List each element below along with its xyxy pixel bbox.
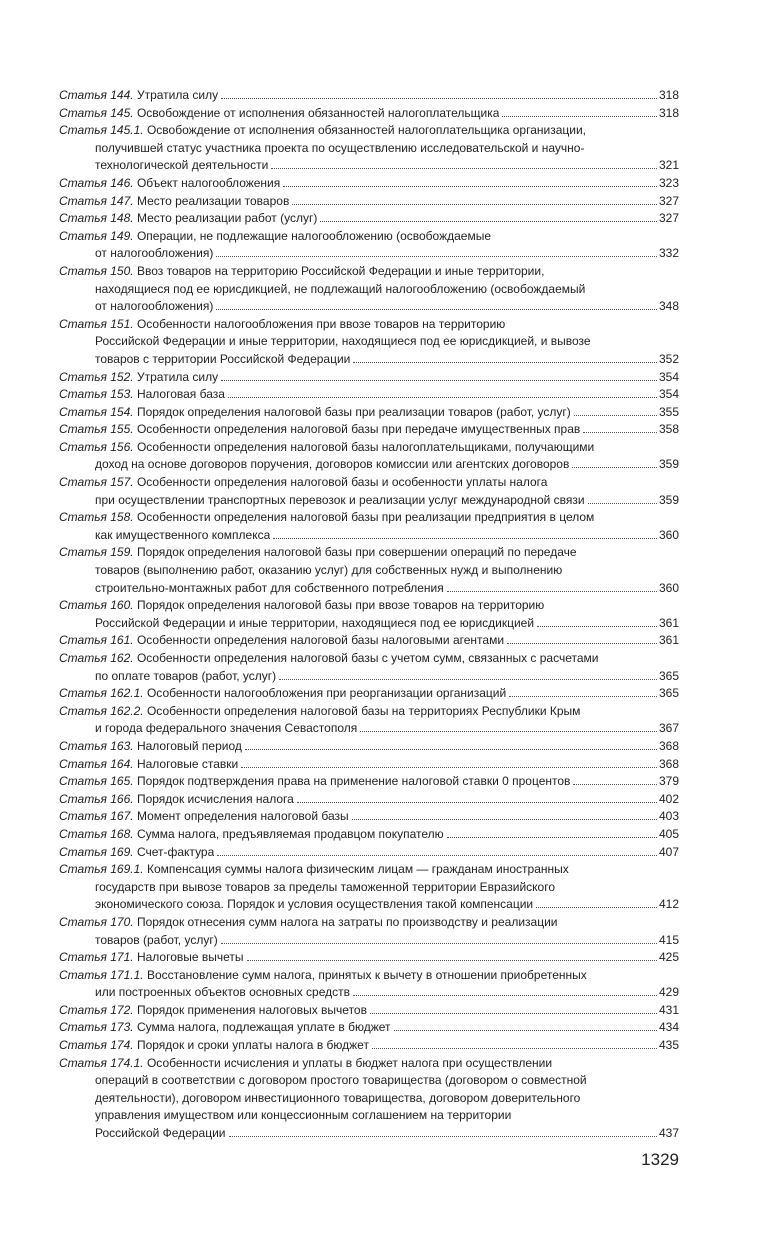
article-title: экономического союза. Порядок и условия осуществления такой компенсации [95,897,534,912]
toc-page-number: 355 [658,404,679,419]
dot-leader [221,380,657,381]
toc-page-number: 323 [658,175,679,190]
toc-entry-line [59,281,679,299]
toc-entry[interactable] [59,808,679,826]
toc-page-number: 327 [658,211,679,226]
article-label: Статья 171. [59,950,134,965]
toc-entry-line [59,193,679,211]
article-title: Особенности определения налоговой базы налоговыми агентами [136,633,505,648]
article-title: товаров с территории Российской Федерации [95,351,351,366]
article-title: Порядок исчисления налога [136,791,294,806]
dot-leader [360,731,657,732]
article-label: Статья 162. [59,651,134,665]
article-title: Операции, не подлежащие налогообложению (освобождаемые [136,228,491,243]
article-title: по оплате товаров (работ, услуг) [95,668,277,683]
dot-leader [216,256,657,257]
dot-leader [507,643,657,644]
article-title: Освобождение от исполнения обязанностей налогоплательщика организации, [146,123,586,138]
toc-entry-line [59,562,679,580]
toc-entry[interactable] [59,122,679,175]
toc-entry-line [59,1107,679,1125]
article-label: Статья 153. [59,387,134,402]
article-title: Восстановление сумм налога, принятых к вычету в отношении приобретенных [146,967,587,982]
dot-leader [292,204,657,205]
toc-entry-line [59,791,679,809]
toc-entry-line [59,1072,679,1090]
article-title: Счет-фактура [136,844,215,859]
toc-entry-line [59,949,679,967]
toc-page-number: 379 [658,774,679,789]
toc-entry-line [59,932,679,950]
article-title: товаров (работ, услуг) [95,932,218,947]
article-label: Статья 174. [59,1038,134,1053]
toc-entry-line [59,597,679,615]
article-label: Статья 160. [59,598,134,613]
toc-entry-line [59,703,679,721]
toc-page-number: 415 [658,932,679,947]
article-title: Особенности определения налоговой базы при реализации предприятия в целом [136,510,595,525]
toc-entry[interactable] [59,738,679,756]
dot-leader [241,767,657,768]
toc-page-number: 429 [658,985,679,1000]
toc-entry[interactable] [59,1019,679,1037]
toc-entry[interactable] [59,105,679,123]
toc-entry-line [59,615,679,633]
toc-entry-line [59,632,679,650]
article-title: от налогообложения) [95,246,214,261]
toc-entry-line [59,369,679,387]
article-title: Особенности определения налоговой базы и особенности уплаты налога [136,475,548,490]
toc-entry-line [59,544,679,562]
toc-page-number: 354 [658,369,679,384]
article-label: Статья 148. [59,211,134,226]
toc-entry-line [59,298,679,316]
toc-page-number: 352 [658,351,679,366]
dot-leader [217,855,657,856]
article-title: Место реализации работ (услуг) [136,211,318,226]
article-label: Статья 162.2. [59,703,144,718]
toc-entry-line [59,967,679,985]
dot-leader [297,802,657,803]
article-title: получившей статус участника проекта по осуществлению исследовательской и научно- [95,140,585,155]
article-title: Ввоз товаров на территорию Российской Федерации и иные территории, [136,263,545,278]
toc-entry-line [59,263,679,281]
dot-leader [353,362,657,363]
article-label: Статья 162.1. [59,686,144,701]
article-title: Особенности определения налоговой базы налогоплательщиками, получающими [136,439,595,454]
article-title: как имущественного комплекса [95,527,271,542]
dot-leader [320,221,657,222]
toc-entry[interactable] [59,316,679,369]
article-label: Статья 171.1. [59,967,144,982]
toc-entry-line [59,720,679,738]
toc-entry[interactable] [59,949,679,967]
toc-entry-line [59,157,679,175]
toc-entry-line [59,826,679,844]
article-label: Статья 161. [59,633,134,648]
toc-entry[interactable] [59,773,679,791]
article-title: товаров (выполнению работ, оказанию услуг) для собственных нужд и выполнению [95,563,563,578]
dot-leader [247,960,657,961]
article-title: или построенных объектов основных средств [95,985,350,1000]
article-label: Статья 152. [59,369,134,384]
toc-entry-line [59,175,679,193]
toc-entry-line [59,738,679,756]
article-label: Статья 159. [59,545,134,560]
dot-leader [447,837,657,838]
toc-entry-line [59,808,679,826]
toc-entry[interactable] [59,175,679,193]
article-title: Порядок применения налоговых вычетов [136,1002,367,1017]
toc-page-number: 365 [658,686,679,701]
article-title: Особенности налогообложения при ввозе товаров на территорию [136,316,506,331]
toc-entry-line [59,333,679,351]
article-title: Утратила силу [136,88,219,102]
article-title: Особенности исчисления и уплаты в бюджет налога при осуществлении [146,1055,553,1070]
toc-page-number: 365 [658,668,679,683]
toc-page-number: 318 [658,88,679,102]
toc-page-number: 318 [658,105,679,120]
toc-entry-line [59,896,679,914]
toc-entry-line [59,580,679,598]
article-label: Статья 154. [59,404,134,419]
article-label: Статья 167. [59,809,134,824]
toc-page-number: 405 [658,826,679,841]
article-title: Освобождение от исполнения обязанностей налогоплательщика [136,105,500,120]
toc-entry[interactable] [59,703,679,738]
article-title: Порядок подтверждения права на применение налоговой ставки 0 процентов [136,774,571,789]
dot-leader [228,397,657,398]
toc-page-number: 435 [658,1038,679,1053]
toc-entry-line [59,1055,679,1073]
toc-entry-line [59,984,679,1002]
article-title: Особенности определения налоговой базы на территориях Республики Крым [146,703,581,718]
toc-entry-line [59,122,679,140]
article-title: Российской Федерации и иные территории, находящиеся под ее юрисдикцией [95,615,535,630]
toc-page-number: 402 [658,791,679,806]
toc-page-number: 361 [658,633,679,648]
toc-entry[interactable] [59,1055,679,1143]
toc-entry[interactable] [59,791,679,809]
dot-leader [283,186,657,187]
toc-entry[interactable] [59,193,679,211]
toc-entry-line [59,861,679,879]
toc-entry[interactable] [59,386,679,404]
table-of-contents [59,87,679,1143]
article-label: Статья 170. [59,914,134,929]
toc-page-number: 360 [658,580,679,595]
toc-page-number: 327 [658,193,679,208]
article-title: Место реализации товаров [136,193,290,208]
toc-entry-line [59,527,679,545]
article-title: Компенсация суммы налога физическим лицам — гражданам иностранных [146,862,569,877]
article-label: Статья 163. [59,738,134,753]
toc-entry-line [59,404,679,422]
page-number: 1329 [641,1150,679,1169]
toc-page-number: 425 [658,950,679,965]
toc-entry-line [59,386,679,404]
toc-entry-line [59,245,679,263]
toc-entry[interactable] [59,421,679,439]
toc-entry-line [59,140,679,158]
dot-leader [502,116,657,117]
article-title: Порядок определения налоговой базы при реализации товаров (работ, услуг) [136,404,571,419]
toc-entry[interactable] [59,210,679,228]
toc-page-number: 332 [658,246,679,261]
toc-entry-line [59,773,679,791]
toc-entry[interactable] [59,685,679,703]
toc-entry[interactable] [59,228,679,263]
toc-entry-line [59,509,679,527]
article-title: Налоговый период [136,738,242,753]
toc-entry[interactable] [59,509,679,544]
toc-page-number: 361 [658,615,679,630]
dot-leader [536,907,657,908]
article-title: Порядок определения налоговой базы при совершении операций по передаче [136,545,577,560]
toc-entry-line [59,650,679,668]
toc-page-number: 354 [658,387,679,402]
article-title: Объект налогообложения [136,175,281,190]
article-title: деятельности), договором инвестиционного товарищества, договором доверительного [95,1090,581,1105]
toc-entry-line [59,474,679,492]
toc-entry-line [59,439,679,457]
toc-entry[interactable] [59,87,679,105]
article-label: Статья 164. [59,756,134,771]
toc-entry-line [59,756,679,774]
toc-entry[interactable] [59,439,679,474]
toc-entry[interactable] [59,544,679,597]
article-title: технологической деятельности [95,158,269,173]
toc-entry[interactable] [59,861,679,914]
article-label: Статья 146. [59,175,134,190]
toc-page-number: 348 [658,299,679,314]
article-title: Особенности определения налоговой базы при передаче имущественных прав [136,422,581,437]
toc-entry-line [59,685,679,703]
dot-leader [573,784,657,785]
toc-page-number: 403 [658,809,679,824]
article-title: Российской Федерации [95,1126,226,1141]
toc-page-number: 434 [658,1020,679,1035]
dot-leader [279,679,657,680]
article-label: Статья 165. [59,774,134,789]
toc-page-number: 358 [658,422,679,437]
dot-leader [583,432,657,433]
article-title: находящиеся под ее юрисдикцией, не подлежащий налогообложению (освобождаемый [95,281,586,296]
article-label: Статья 172. [59,1002,134,1017]
dot-leader [372,1048,657,1049]
dot-leader [273,538,657,539]
toc-entry[interactable] [59,597,679,632]
article-label: Статья 145.1. [59,123,144,138]
toc-page-number: 407 [658,844,679,859]
toc-entry-line [59,1090,679,1108]
toc-entry[interactable] [59,369,679,387]
article-label: Статья 173. [59,1020,134,1035]
toc-entry[interactable] [59,650,679,685]
toc-entry-line [59,914,679,932]
dot-leader [394,1030,657,1031]
dot-leader [572,467,657,468]
toc-page-number: 368 [658,756,679,771]
article-label: Статья 158. [59,510,134,525]
article-title: Российской Федерации и иные территории, находящиеся под ее юрисдикцией, и вывозе [95,334,591,349]
toc-entry-line [59,105,679,123]
article-title: Момент определения налоговой базы [136,809,349,824]
article-title: Налоговые вычеты [136,950,244,965]
toc-page-number: 360 [658,527,679,542]
article-label: Статья 166. [59,791,134,806]
toc-entry-line [59,1037,679,1055]
toc-entry-line [59,351,679,369]
dot-leader [588,503,657,504]
article-title: Порядок определения налоговой базы при ввозе товаров на территорию [136,598,545,613]
article-label: Статья 145. [59,105,134,120]
article-title: Сумма налога, подлежащая уплате в бюджет [136,1020,391,1035]
toc-entry-line [59,1019,679,1037]
toc-entry-line [59,1125,679,1143]
article-label: Статья 151. [59,316,134,331]
toc-page-number: 321 [658,158,679,173]
toc-entry[interactable] [59,404,679,422]
dot-leader [271,168,657,169]
dot-leader [221,943,657,944]
article-title: Налоговая база [136,387,225,402]
toc-page-number: 437 [658,1126,679,1141]
article-title: Порядок и сроки уплаты налога в бюджет [136,1038,369,1053]
article-label: Статья 168. [59,826,134,841]
toc-page-number: 359 [658,457,679,472]
toc-page-number: 431 [658,1002,679,1017]
toc-entry[interactable] [59,914,679,949]
toc-entry-line [59,492,679,510]
article-title: Утратила силу [136,369,219,384]
article-title: операций в соответствии с договором простого товарищества (договором о совместной [95,1073,587,1088]
toc-entry[interactable] [59,844,679,862]
toc-entry[interactable] [59,474,679,509]
toc-entry-line [59,228,679,246]
toc-entry-line [59,316,679,334]
article-title: Сумма налога, предъявляемая продавцом покупателю [136,826,444,841]
dot-leader [509,696,657,697]
toc-page-number: 412 [658,897,679,912]
toc-entry-line [59,456,679,474]
article-label: Статья 156. [59,439,134,454]
article-title: государств при вывозе товаров за пределы таможенной территории Евразийского [95,879,556,894]
article-label: Статья 174.1. [59,1055,144,1070]
article-title: Налоговые ставки [136,756,239,771]
toc-page-number: 368 [658,738,679,753]
article-label: Статья 149. [59,228,134,243]
toc-entry[interactable] [59,632,679,650]
article-title: доход на основе договоров поручения, договоров комиссии или агентских договоров [95,457,570,472]
toc-entry-line [59,668,679,686]
article-label: Статья 144. [59,88,134,102]
toc-entry[interactable] [59,967,679,1002]
article-label: Статья 150. [59,263,134,278]
toc-entry-line [59,421,679,439]
toc-entry[interactable] [59,756,679,774]
toc-entry-line [59,844,679,862]
article-title: Особенности налогообложения при реорганизации организаций [146,686,507,701]
article-title: строительно-монтажных работ для собственного потребления [95,580,444,595]
article-label: Статья 155. [59,422,134,437]
article-label: Статья 169. [59,844,134,859]
dot-leader [370,1013,657,1014]
article-title: управления имуществом или концессионным соглашением на территории [95,1108,512,1123]
toc-entry[interactable] [59,263,679,316]
article-label: Статья 157. [59,475,134,490]
toc-entry-line [59,879,679,897]
article-label: Статья 169.1. [59,862,144,877]
dot-leader [229,1136,657,1137]
dot-leader [352,819,657,820]
toc-entry[interactable] [59,1002,679,1020]
toc-entry[interactable] [59,826,679,844]
dot-leader [537,626,657,627]
toc-entry-line [59,87,679,105]
toc-entry-line [59,210,679,228]
dot-leader [216,309,657,310]
dot-leader [245,749,657,750]
toc-entry[interactable] [59,1037,679,1055]
article-title: от налогообложения) [95,299,214,314]
toc-page-number: 359 [658,492,679,507]
dot-leader [353,995,657,996]
article-title: Порядок отнесения сумм налога на затраты по производству и реализации [136,914,558,929]
article-label: Статья 147. [59,193,134,208]
article-title: при осуществлении транспортных перевозок и реализации услуг международной связи [95,492,585,507]
toc-page-number: 367 [658,721,679,736]
dot-leader [447,591,657,592]
toc-entry-line [59,1002,679,1020]
dot-leader [574,415,657,416]
dot-leader [221,98,657,99]
article-title: Особенности определения налоговой базы с учетом сумм, связанных с расчетами [136,651,599,665]
article-title: и города федерального значения Севастополя [95,721,358,736]
